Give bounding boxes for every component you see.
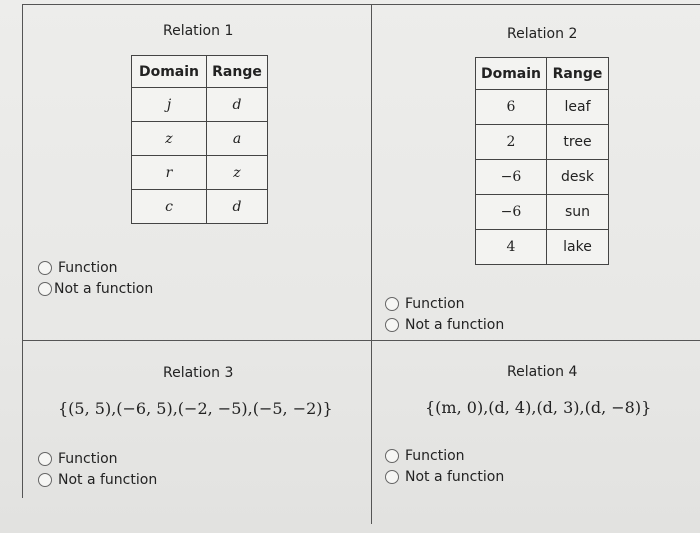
relation2-function-option[interactable] [385, 296, 465, 312]
radio-icon[interactable] [385, 470, 399, 484]
relation4-function-option[interactable] [385, 448, 465, 464]
relation1-domain-cell: z [132, 122, 207, 156]
relation2-range-cell: desk [547, 160, 609, 195]
relation2-title: Relation 2 [507, 26, 578, 42]
relation1-table [131, 55, 268, 224]
relation4-not-function-option[interactable] [385, 469, 504, 485]
divider-left [22, 4, 23, 498]
relation2-range-cell: tree [547, 125, 609, 160]
relation3-function-option[interactable] [38, 451, 118, 467]
relation4-title: Relation 4 [507, 364, 578, 380]
relation1-header-domain: Domain [132, 56, 207, 88]
option-label: Function [58, 260, 118, 276]
relation1-domain-cell: r [132, 156, 207, 190]
relation2-domain-cell: 6 [476, 90, 547, 125]
relation2-domain-cell: −6 [476, 195, 547, 230]
relation1-header-range: Range [207, 56, 268, 88]
relation2-range-cell: leaf [547, 90, 609, 125]
relation1-domain-cell: j [132, 88, 207, 122]
option-label: Not a function [58, 472, 158, 488]
option-label: Function [58, 451, 118, 467]
relation2-domain-cell: 4 [476, 230, 547, 265]
relation2-table [475, 57, 609, 265]
radio-icon[interactable] [38, 473, 52, 487]
relation1-not-function-option[interactable] [38, 281, 153, 297]
relation1-domain-cell: c [132, 190, 207, 224]
relation2-domain-cell: 2 [476, 125, 547, 160]
option-label: Not a function [405, 469, 505, 485]
relation2-header-range: Range [547, 58, 609, 90]
relation2-not-function-option[interactable] [385, 317, 504, 333]
relation4-set: {(m, 0),(d, 4),(d, 3),(d, −8)} [425, 398, 652, 417]
relation1-range-cell: a [207, 122, 268, 156]
option-label: Function [405, 448, 465, 464]
radio-icon[interactable] [385, 318, 399, 332]
option-label: Not a function [54, 281, 154, 297]
option-label: Function [405, 296, 465, 312]
radio-icon[interactable] [385, 449, 399, 463]
radio-icon[interactable] [38, 452, 52, 466]
relation1-title: Relation 1 [163, 23, 234, 39]
relation3-set: {(5, 5),(−6, 5),(−2, −5),(−5, −2)} [58, 399, 333, 418]
radio-icon[interactable] [385, 297, 399, 311]
radio-icon[interactable] [38, 261, 52, 275]
relation2-header-domain: Domain [476, 58, 547, 90]
relation1-range-cell: z [207, 156, 268, 190]
option-label: Not a function [405, 317, 505, 333]
divider-horizontal [22, 340, 700, 341]
relation1-range-cell: d [207, 190, 268, 224]
divider-top [22, 4, 700, 5]
radio-icon[interactable] [38, 282, 52, 296]
relation2-range-cell: lake [547, 230, 609, 265]
relation2-domain-cell: −6 [476, 160, 547, 195]
relation1-function-option[interactable] [38, 260, 118, 276]
relation1-range-cell: d [207, 88, 268, 122]
divider-vertical [371, 4, 372, 524]
relation3-not-function-option[interactable] [38, 472, 157, 488]
relation2-range-cell: sun [547, 195, 609, 230]
relation3-title: Relation 3 [163, 365, 234, 381]
